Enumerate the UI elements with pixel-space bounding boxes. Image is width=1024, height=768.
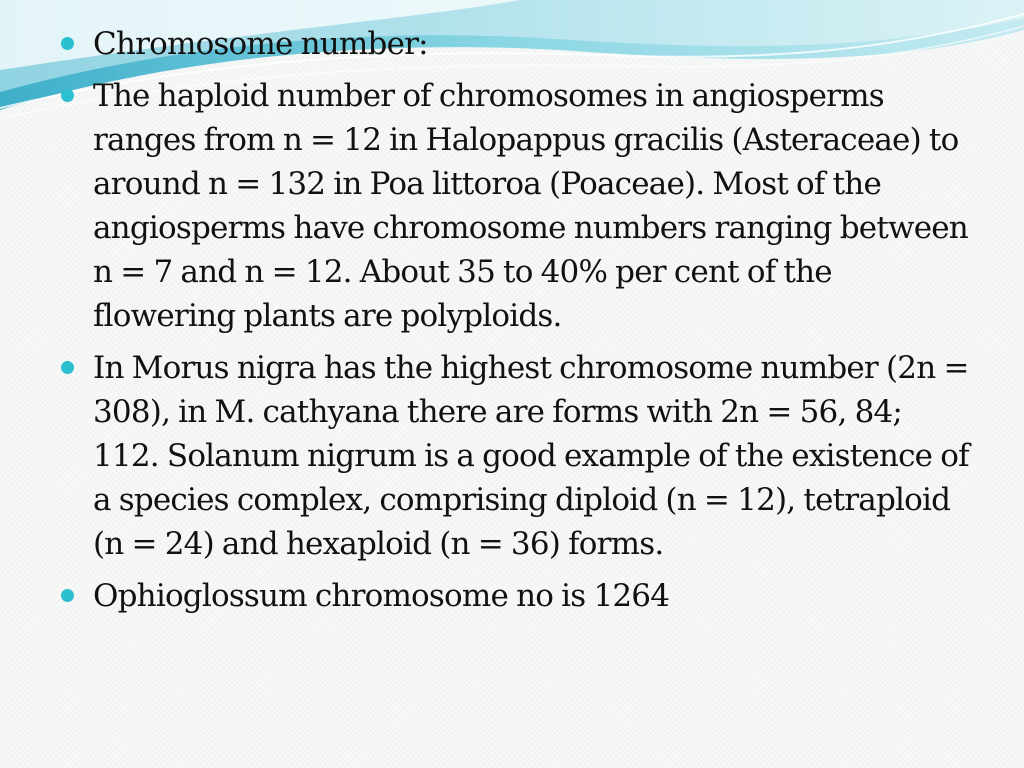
list-item <box>60 22 970 66</box>
bullet-icon <box>61 361 74 374</box>
bullet-text: Ophioglossum chromosome no is 1264 <box>93 578 670 614</box>
list-item <box>60 74 970 338</box>
list-item <box>60 346 970 566</box>
bullet-text: Chromosome number: <box>93 26 428 62</box>
bullet-icon <box>61 37 74 50</box>
slide-content <box>60 22 970 626</box>
bullet-text: The haploid number of chromosomes in angiosperms ranges from n = 12 in Halopappus gracilis (Asteraceae) to around n = 132 in Poa littoroa (Poaceae). Most of the angiosperms have chromosome numbers ranging between n = 7 and n = 12. About 35 to 40% per cent of the flowering plants are polyploids. <box>93 78 968 334</box>
bullet-text: In Morus nigra has the highest chromosome number (2n = 308), in M. cathyana there are forms with 2n = 56, 84; 112. Solanum nigrum is a good example of the existence of a species complex, comprising diploid (n = 12), tetraploid (n = 24) and hexaploid (n = 36) forms. <box>93 350 969 562</box>
bullet-list <box>60 22 970 618</box>
bullet-icon <box>61 89 74 102</box>
bullet-icon <box>61 589 74 602</box>
list-item <box>60 574 970 618</box>
